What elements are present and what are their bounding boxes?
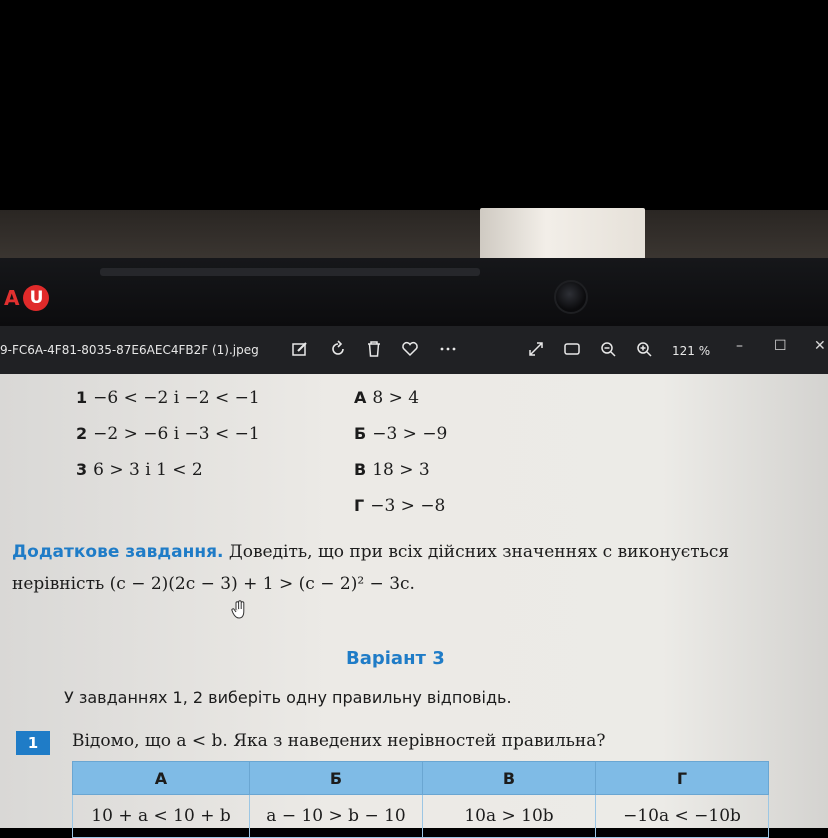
matching-right-v (354, 460, 430, 480)
left-text: −6 < −2 і −2 < −1 (93, 388, 260, 408)
left-num: 2 (76, 424, 88, 443)
viewer-titlebar (0, 326, 828, 374)
option-cell: −10a < −10b (596, 795, 769, 838)
matching-right-a (354, 388, 419, 408)
variant-title: Варіант 3 (346, 648, 445, 669)
file-name: 9-FC6A-4F81-8035-87E6AEC4FB2F (1).jpeg (0, 343, 259, 357)
right-text: −3 > −8 (370, 496, 446, 516)
matching-right-g (354, 496, 445, 516)
zoom-level[interactable]: 121 % (672, 344, 711, 358)
header-cell: Г (596, 762, 769, 795)
header-cell: В (423, 762, 596, 795)
maximize-button[interactable]: ☐ (774, 338, 787, 354)
instruction-text: У завданнях 1, 2 виберіть одну правильну відповідь. (64, 688, 512, 707)
logo-letter-a: A (4, 286, 20, 310)
task-number-badge: 1 (16, 731, 50, 755)
logo (4, 285, 49, 311)
right-text: −3 > −9 (372, 424, 448, 444)
background-object (480, 208, 645, 260)
answer-table-header (73, 762, 769, 795)
minimize-button[interactable]: – (736, 338, 743, 354)
answer-table (72, 761, 769, 838)
background-dark (0, 0, 828, 210)
right-letter: А (354, 388, 367, 407)
favorite-icon[interactable] (400, 340, 420, 360)
matching-left-1 (76, 388, 260, 408)
slideshow-icon[interactable] (562, 340, 582, 360)
option-cell: 10 + a < 10 + b (73, 795, 250, 838)
extra-task-text: Доведіть, що при всіх дійсних значеннях c виконується нерівність (c − 2)(2c − 3) + 1 > (c − 2)² − 3c. (12, 542, 730, 594)
header-cell: А (73, 762, 250, 795)
option-cell: 10a > 10b (423, 795, 596, 838)
left-num: 3 (76, 460, 88, 479)
matching-left-3 (76, 460, 203, 480)
left-text: 6 > 3 і 1 < 2 (93, 460, 203, 480)
left-text: −2 > −6 і −3 < −1 (93, 424, 260, 444)
answer-table-row (73, 795, 769, 838)
extra-task-label: Додаткове завдання. (12, 542, 224, 562)
close-button[interactable]: ✕ (814, 338, 826, 354)
logo-letter-u: U (23, 285, 49, 311)
rotate-icon[interactable] (328, 340, 348, 360)
matching-right-b (354, 424, 447, 444)
right-letter: В (354, 460, 367, 479)
option-cell: a − 10 > b − 10 (250, 795, 423, 838)
bezel-strip (100, 268, 480, 276)
webcam-icon (554, 280, 588, 314)
more-icon[interactable] (438, 340, 458, 360)
zoom-out-icon[interactable] (598, 340, 618, 360)
matching-left-2 (76, 424, 260, 444)
right-letter: Г (354, 496, 365, 515)
right-letter: Б (354, 424, 367, 443)
hand-cursor-icon (230, 600, 248, 624)
zoom-in-icon[interactable] (634, 340, 654, 360)
right-text: 18 > 3 (372, 460, 430, 480)
background-wall (0, 210, 828, 260)
right-text: 8 > 4 (372, 388, 420, 408)
edit-icon[interactable] (290, 340, 310, 360)
header-cell: Б (250, 762, 423, 795)
delete-icon[interactable] (364, 340, 384, 360)
extra-task (12, 536, 822, 600)
left-num: 1 (76, 388, 88, 407)
task-question: Відомо, що a < b. Яка з наведених нерівностей правильна? (72, 731, 606, 751)
expand-icon[interactable] (526, 340, 546, 360)
